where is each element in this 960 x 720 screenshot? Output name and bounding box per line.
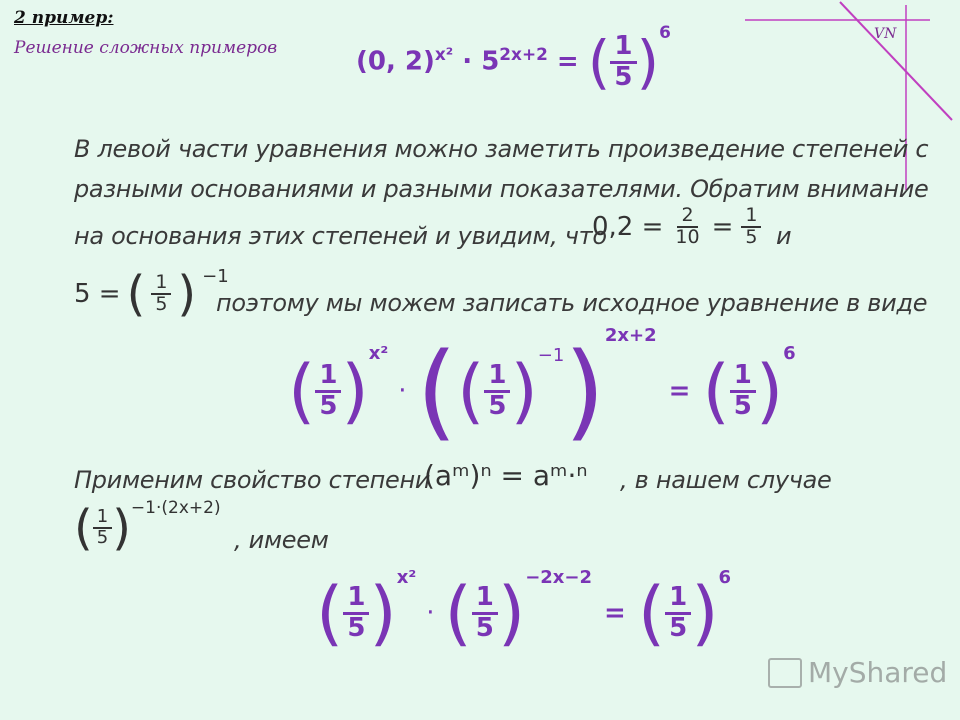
property-frac-den: 5 [96, 527, 109, 548]
eq1-dot: · [462, 46, 473, 77]
paragraph-line-1: В левой части уравнения можно заметить произведение степеней с [74, 135, 929, 163]
line4-exp: −1 [202, 265, 229, 287]
property-text-before: Применим свойство степени [74, 466, 431, 494]
eq2-exp1: x² [368, 342, 389, 364]
line3-math-a: 0,2 = [592, 211, 664, 242]
eq1-eq: = [556, 46, 579, 77]
eq2-inner-exp: −1 [537, 344, 565, 366]
eq1-pow: 6 [659, 21, 671, 42]
line3-tail: и [776, 222, 792, 250]
eq1-den: 5 [614, 61, 633, 92]
property-text-have: , имеем [234, 526, 329, 554]
presentation-icon [768, 658, 802, 688]
line4-math: 5 = ( $\frac{1}{5}$ ) $^{-1}$ [74, 265, 229, 322]
paragraph-line-2: разными основаниями и разными показателями. Обратим внимание [74, 175, 929, 203]
eq1-five: 5 [481, 46, 500, 77]
eq3-den-b: 5 [475, 612, 494, 643]
line4-math-lhs: 5 = [74, 279, 121, 309]
eq2-den-b: 5 [488, 390, 507, 421]
eq2-dot: · [398, 376, 407, 406]
property-exp: −1·(2x+2) [130, 498, 221, 518]
eq1-num: 1 [610, 33, 636, 63]
property-formula: (aᵐ)ⁿ = aᵐ·ⁿ [424, 459, 588, 492]
paragraph-line-3: на основания этих степеней и увидим, что [74, 222, 607, 250]
eq3-exp2: −2x−2 [525, 566, 593, 588]
eq2-den-c: 5 [733, 390, 752, 421]
property-example: ( $\frac{1}{5}$ ) $^{-1\cdot(2x+2)}$ [74, 498, 221, 556]
eq1-exp1: x² [434, 43, 454, 64]
eq3-den-a: 5 [347, 612, 366, 643]
eq1-exp2: 2x+2 [499, 43, 548, 64]
eq3-num-b: 1 [472, 584, 498, 614]
paragraph-line-4: поэтому мы можем записать исходное уравнение в виде [216, 289, 928, 317]
line3-frac2-den: 5 [745, 225, 758, 248]
property-frac-num: 1 [93, 508, 112, 529]
line3-math [592, 206, 761, 248]
eq2-num-a: 1 [315, 362, 341, 392]
line4-frac-num: 1 [151, 273, 171, 295]
line3-frac2-num: 1 [741, 206, 761, 228]
line3-eq: = [711, 211, 734, 242]
watermark-text: MyShared [808, 656, 948, 689]
watermark [768, 656, 947, 689]
eq1-base: (0, 2) [356, 46, 435, 77]
eq3-den-c: 5 [669, 612, 688, 643]
slide-subtitle: Решение сложных примеров [14, 38, 278, 58]
eq2-pow: 6 [783, 342, 796, 364]
eq2-num-c: 1 [730, 362, 756, 392]
eq3-num-c: 1 [665, 584, 691, 614]
eq3-pow: 6 [718, 566, 732, 588]
line3-frac1-den: 10 [675, 225, 700, 248]
line4-frac-den: 5 [155, 293, 168, 315]
eq3-dot: · [426, 598, 435, 628]
eq3-exp1: x² [396, 566, 417, 588]
equation-1: (0, $2)^{x^2} \cdot 5^{2x+2}$ = ( $\frac{1}{5}$ )$^6$ [356, 21, 671, 96]
slide-title: 2 пример: [14, 8, 114, 28]
author-badge: VN [874, 26, 897, 42]
equation-3: ( $\frac{1}{5}$ ) $^{x^2}$ · ( $\frac{1}{5}$ ) $^{-2x-2}$ = ( $\frac{1}{5}$ ) $^6$ [316, 566, 732, 654]
corner-decoration [740, 0, 960, 200]
property-text-after: , в нашем случае [620, 466, 832, 494]
eq3-eq: = [604, 598, 626, 628]
eq2-den-a: 5 [319, 390, 338, 421]
eq2-eq: = [668, 376, 691, 406]
equation-2: ( $\frac{1}{5}$ ) $^{x^2}$ · ( ( $\frac{1}{5}$ ) $^{-1}$ ) $^{2x+2}$ = ( $\frac{1}{5}$ ) $^6$ [288, 324, 796, 452]
eq3-num-a: 1 [343, 584, 369, 614]
eq2-outer-exp: 2x+2 [604, 324, 657, 346]
eq2-num-b: 1 [484, 362, 510, 392]
line3-frac1-num: 2 [677, 206, 697, 228]
